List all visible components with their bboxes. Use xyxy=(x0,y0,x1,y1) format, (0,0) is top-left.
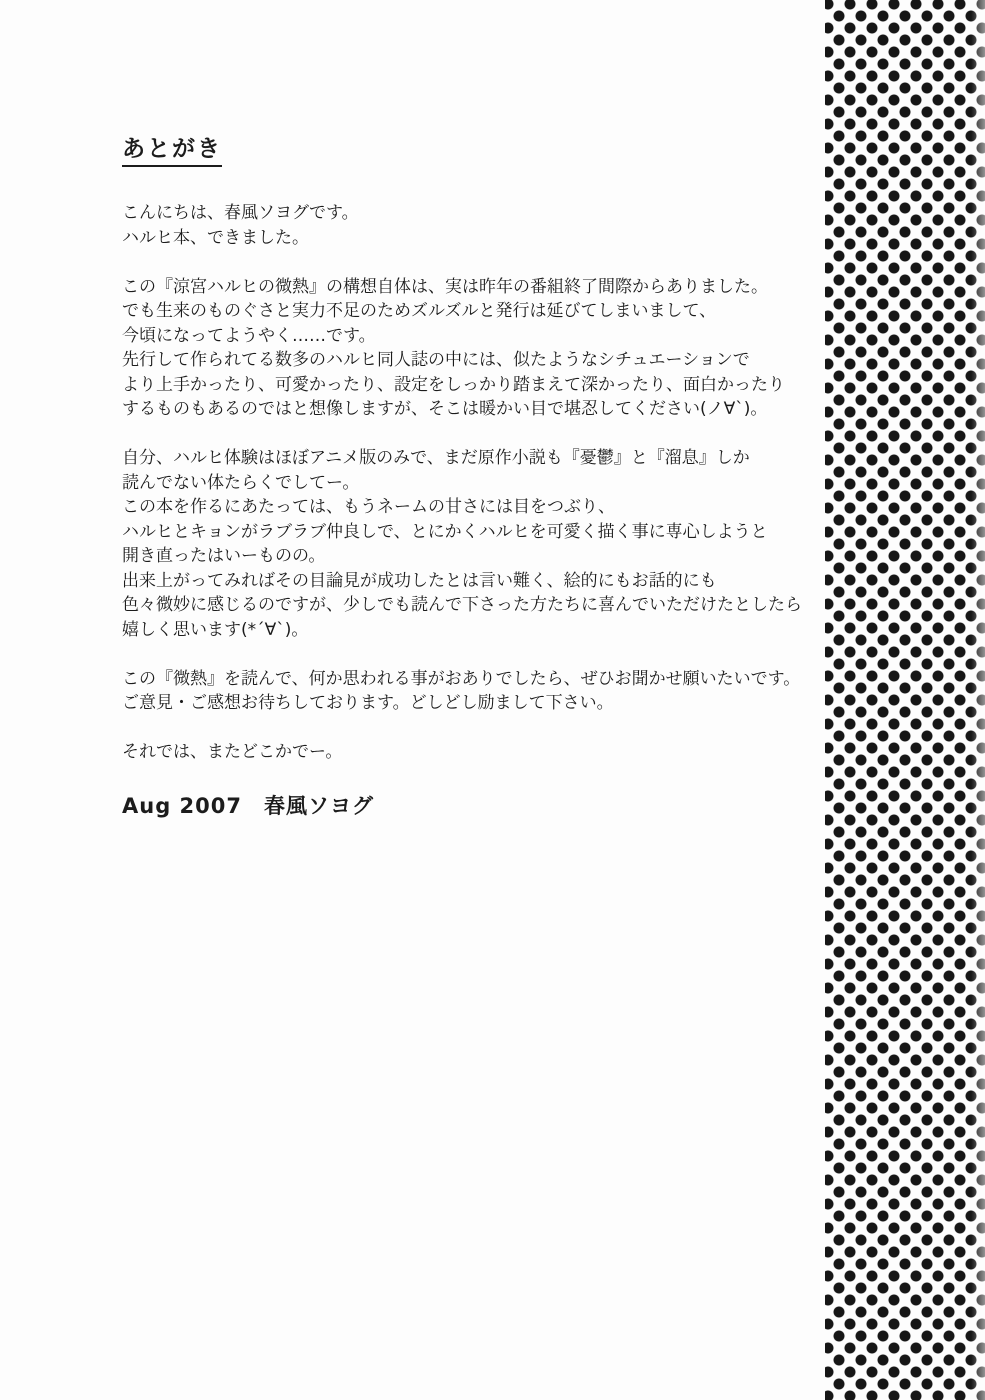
signature-line: Aug 2007 春風ソヨグ xyxy=(122,793,374,818)
text-line: ご意見・ご感想お待ちしております。どしどし励まして下さい。 xyxy=(122,693,614,713)
polka-dot-border xyxy=(825,0,985,1400)
text-line: こんにちは、春風ソヨグです。 xyxy=(122,203,359,223)
text-line: ハルヒとキョンがラブラブ仲良しで、とにかくハルヒを可愛く描く事に専心しようと xyxy=(122,521,768,542)
afterword-content xyxy=(122,134,844,821)
text-line: より上手かったり、可愛かったり、設定をしっかり踏まえて深かったり、面白かったり xyxy=(122,374,785,395)
text-line: でも生来のものぐさと実力不足のためズルズルと発行は延びてしまいまして、 xyxy=(122,301,717,321)
text-line: 開き直ったはいーものの。 xyxy=(122,546,326,566)
text-line: この『涼宮ハルヒの微熱』の構想自体は、実は昨年の番組終了間際からありました。 xyxy=(122,276,768,297)
text-line: ハルヒ本、できました。 xyxy=(122,227,309,248)
text-line: この本を作るにあたっては、もうネームの甘さには目をつぶり、 xyxy=(122,497,615,517)
text-line: するものもあるのではと想像しますが、そこは暖かい目で堪忍してください(ノ∀`)。 xyxy=(122,399,768,419)
paragraph-feedback-request xyxy=(122,667,844,716)
text-line: この『微熱』を読んで、何か思われる事がおありでしたら、ぜひお聞かせ願いたいです。 xyxy=(122,668,801,689)
text-line: 自分、ハルヒ体験はほぼアニメ版のみで、まだ原作小説も『憂鬱』と『溜息』しか xyxy=(122,448,750,468)
paragraph-concept xyxy=(122,275,844,422)
text-line: 色々微妙に感じるのですが、少しでも読んで下さった方たちに喜んでいただけたとしたら xyxy=(122,595,802,615)
text-line: 嬉しく思います(*´∀`)。 xyxy=(122,619,309,640)
text-line: 今頃になってようやく……です。 xyxy=(122,325,376,346)
text-line: 読んでない体たらくでしてー。 xyxy=(122,472,360,493)
paragraph-greeting xyxy=(122,201,844,250)
text-line: 先行して作られてる数多のハルヒ同人誌の中には、似たようなシチュエーションで xyxy=(122,350,750,370)
page-title: あとがき xyxy=(122,134,222,167)
text-line: 出来上がってみればその目論見が成功したとは言い難く、絵的にもお話的にも xyxy=(122,570,717,591)
paragraph-farewell xyxy=(122,740,844,765)
text-line: それでは、またどこかでー。 xyxy=(122,742,343,762)
paragraph-making-of xyxy=(122,446,844,642)
